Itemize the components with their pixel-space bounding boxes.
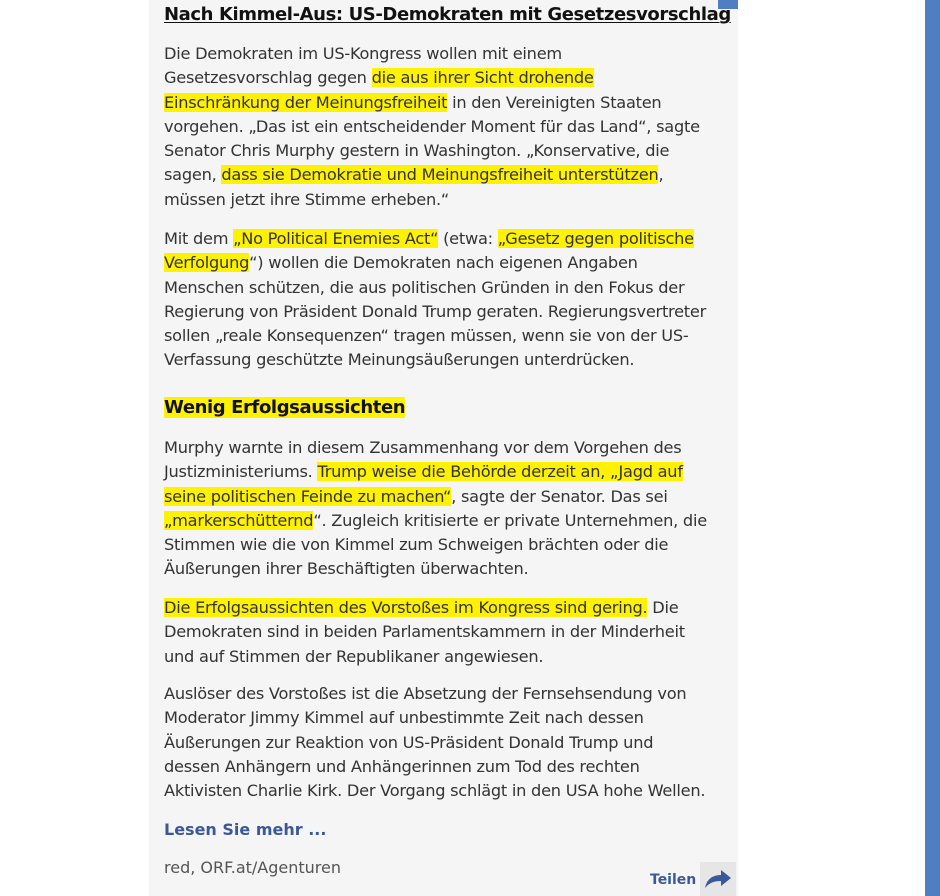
body-text: Äußerungen ihrer Beschäftigten überwachten. — [164, 559, 529, 579]
body-text: “. Zugleich kritisierte er private Unternehmen, die — [313, 510, 707, 530]
body-text: Gesetzesvorschlag gegen — [164, 68, 372, 88]
body-text: dessen Anhängern und Anhängerinnen zum Tod des rechten — [164, 756, 640, 776]
highlighted-text: dass sie Demokratie und Meinungsfreiheit unterstützen — [221, 165, 659, 185]
body-text: Senator Chris Murphy gestern in Washington. „Konservative, die — [164, 141, 670, 161]
highlighted-text: „Gesetz gegen politische — [497, 229, 694, 248]
text-line — [164, 779, 734, 803]
highlighted-text: die aus ihrer Sicht drohende — [371, 68, 594, 88]
text-line — [164, 436, 734, 460]
text-line — [164, 227, 734, 251]
body-text: (etwa: — [438, 229, 498, 248]
paragraph-5 — [164, 682, 734, 803]
highlighted-text: Trump weise die Behörde derzeit an, „Jagd auf — [317, 462, 683, 482]
text-line — [164, 324, 734, 348]
text-line — [164, 139, 734, 163]
text-line — [164, 596, 734, 620]
paragraph-2 — [164, 227, 734, 373]
text-line — [164, 188, 734, 212]
text-line — [164, 276, 734, 300]
highlighted-text: „No Political Enemies Act“ — [233, 229, 439, 248]
highlighted-text: seine politischen Feinde zu machen“ — [164, 486, 452, 506]
text-line — [164, 300, 734, 324]
highlighted-text: Einschränkung der Meinungsfreiheit — [164, 92, 448, 112]
body-text: Justizministeriums. — [164, 462, 318, 482]
share-button-label[interactable]: Teilen — [650, 872, 697, 888]
share-arrow-icon-svg — [703, 868, 733, 890]
body-text: in den Vereinigten Staaten — [447, 92, 662, 112]
article-headline[interactable]: Nach Kimmel-Aus: US-Demokraten mit Gesetzesvorschlag — [164, 4, 731, 25]
text-line — [164, 533, 734, 557]
text-line — [164, 731, 734, 755]
text-line — [164, 42, 734, 66]
body-text: Mit dem — [164, 229, 234, 248]
body-text: Stimmen wie die von Kimmel zum Schweigen brächten oder die — [164, 535, 669, 555]
text-line — [164, 460, 734, 484]
highlighted-text: Verfolgung — [164, 253, 250, 273]
body-text: Moderator Jimmy Kimmel auf unbestimmte Zeit nach dessen — [164, 708, 644, 728]
text-line — [164, 682, 734, 706]
body-text: sollen „reale Konsequenzen“ tragen müssen, wenn sie von der US- — [164, 326, 689, 346]
highlighted-text: „markerschütternd — [164, 510, 314, 530]
body-text: Demokraten sind in beiden Parlamentskammern in der Minderheit — [164, 622, 685, 642]
paragraph-4 — [164, 596, 734, 669]
page-left-margin — [0, 0, 149, 896]
text-line — [164, 348, 734, 372]
text-line — [164, 66, 734, 90]
body-text: Äußerungen zur Reaktion von US-Präsident Donald Trump und — [164, 732, 654, 752]
text-line — [164, 755, 734, 779]
body-text: Murphy warnte in diesem Zusammenhang vor dem Vorgehen des — [164, 438, 682, 457]
body-text: Aktivisten Charlie Kirk. Der Vorgang schlägt in den USA hohe Wellen. — [164, 781, 706, 801]
body-text: und auf Stimmen der Republikaner angewiesen. — [164, 646, 544, 666]
text-line — [164, 620, 734, 644]
text-line — [164, 91, 734, 115]
body-text: , sagte der Senator. Das sei — [451, 486, 668, 506]
text-line — [164, 509, 734, 533]
text-line — [164, 485, 734, 509]
source-credit: red, ORF.at/Agenturen — [164, 858, 342, 877]
body-text: Die — [647, 598, 679, 617]
right-side-bar — [925, 0, 940, 896]
paragraph-3 — [164, 436, 734, 582]
read-more-link[interactable]: Lesen Sie mehr ... — [164, 820, 327, 839]
body-text: vorgehen. „Das ist ein entscheidender Moment für das Land“, sagte — [164, 116, 700, 136]
text-line — [164, 557, 734, 581]
body-text: , — [658, 165, 664, 185]
body-text: sagen, — [164, 165, 222, 185]
text-line — [164, 645, 734, 669]
share-arrow-icon[interactable] — [700, 862, 736, 896]
body-text: Menschen schützen, die aus politischen Gründen in den Fokus der — [164, 277, 685, 297]
text-line — [164, 115, 734, 139]
subheading-highlight: Wenig Erfolgsaussichten — [164, 397, 406, 418]
paragraph-1 — [164, 42, 734, 212]
text-line — [164, 706, 734, 730]
text-line — [164, 251, 734, 275]
text-line — [164, 163, 734, 187]
body-text: Regierung von Präsident Donald Trump geraten. Regierungsvertreter — [164, 301, 707, 321]
page-right-margin — [738, 0, 925, 896]
highlighted-text: Die Erfolgsaussichten des Vorstoßes im Kongress sind gering. — [164, 598, 648, 617]
section-subheading — [164, 396, 405, 420]
body-text: Auslöser des Vorstoßes ist die Absetzung der Fernsehsendung von — [164, 684, 687, 703]
body-text: Verfassung geschützte Meinungsäußerungen unterdrücken. — [164, 350, 635, 370]
body-text: müssen jetzt ihre Stimme erheben.“ — [164, 189, 450, 209]
body-text: “) wollen die Demokraten nach eigenen Angaben — [249, 253, 638, 273]
body-text: Die Demokraten im US-Kongress wollen mit einem — [164, 44, 562, 63]
